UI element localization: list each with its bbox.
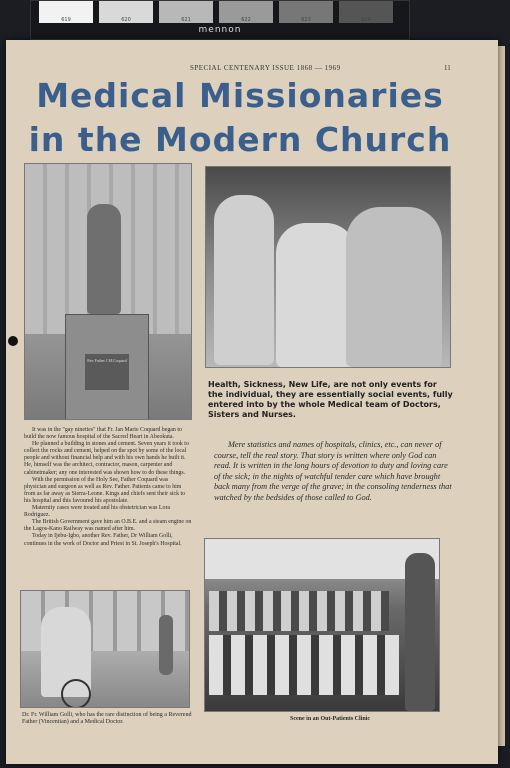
- swatch-622: 622: [219, 1, 273, 23]
- color-calibration-bar: [30, 0, 410, 40]
- clinic-caption: Scene in an Out-Patients Clinic: [289, 716, 370, 722]
- page-number: 11: [444, 64, 451, 72]
- photo-outpatients-clinic: [204, 538, 440, 712]
- body-paragraph: Today in Ijebu-Igbo, another Rev. Father, Dr William Golli, continues in the work of Doctor and Priest in St. Joseph's Hospital.: [24, 533, 182, 547]
- pedestal-plaque: Rev Father J.M.Coquard: [85, 354, 129, 390]
- brand-label: mennon: [198, 25, 242, 35]
- body-paragraph: Maternity cases were treated and his obstetrician was Lora Rodriguez.: [24, 505, 171, 519]
- italic-feature-text: Mere statistics and names of hospitals, clinics, etc., can never of course, tell the real story. That story is written where only God can read. It is written in the long hours of devotion to duty and loving care of the sick; in the nights of watchful tender care which have brought back many from the verge of the grave; in the consoling tenderness that watched by the bedsides of those called to God.: [214, 440, 452, 502]
- golli-caption: Dr. Fr. William Golli, who has the rare distinction of being a Reverend Father (Vincentian) and a Medical Doctor.: [22, 712, 192, 725]
- bystander-figure: [159, 615, 173, 675]
- statue-figure: [87, 204, 121, 314]
- photo-surgery: [205, 166, 451, 368]
- clinic-roof: [205, 539, 439, 579]
- standing-man: [405, 553, 435, 711]
- crowd-row-back: [209, 591, 389, 631]
- body-paragraph: With the permission of the Holy See, Father Coquard was physician and surgeon as well as Rev. Father. Patients came to him from as far away as Sierra-Leone. Kings and chiefs sent their sick to his hospital and this favoured his apostolate.: [24, 476, 186, 504]
- headline: Medical Missionaries in the Modern Church: [28, 76, 452, 159]
- article-body: [24, 427, 192, 548]
- swatch-620: 620: [99, 1, 153, 23]
- photo-priest-bicycle: [20, 590, 190, 708]
- swatch-621: 621: [159, 1, 213, 23]
- body-paragraph: He planned a building in stones and cement. Seven years it took to collect the rocks and cement, helped on the spot by some of the local people and without financial help and with his own hands he built it. He, himself was the architect, contractor, mason, carpenter and cabinetmaker; any one interested was shown how to do these things.: [24, 441, 189, 476]
- body-paragraph: It was in the "gay nineties" that Fr. Jan Marie Coquard began to build the now famous hospital of the Sacred Heart in Abeokuta.: [24, 427, 182, 441]
- bicycle-wheel: [61, 679, 91, 708]
- swatch-624: 624: [339, 1, 393, 23]
- swatch-619: 619: [39, 1, 93, 23]
- punch-hole: [8, 336, 18, 346]
- surgeon-center: [276, 223, 356, 367]
- photo-statue: [24, 163, 192, 420]
- swatch-623: 623: [279, 1, 333, 23]
- surgeon-right: [346, 207, 442, 367]
- running-header: SPECIAL CENTENARY ISSUE 1868 — 1969: [190, 64, 341, 72]
- crowd-row-front: [209, 635, 399, 695]
- surgeon-left: [214, 195, 274, 365]
- body-paragraph: The British Government gave him an O.B.E. and a steam engine on the Lagos-Kano Railway was named after him.: [24, 519, 192, 533]
- surgery-caption: Health, Sickness, New Life, are not only events for the individual, they are essentially social events, fully entered into by the whole Medical team of Doctors, Sisters and Nurses.: [208, 380, 453, 419]
